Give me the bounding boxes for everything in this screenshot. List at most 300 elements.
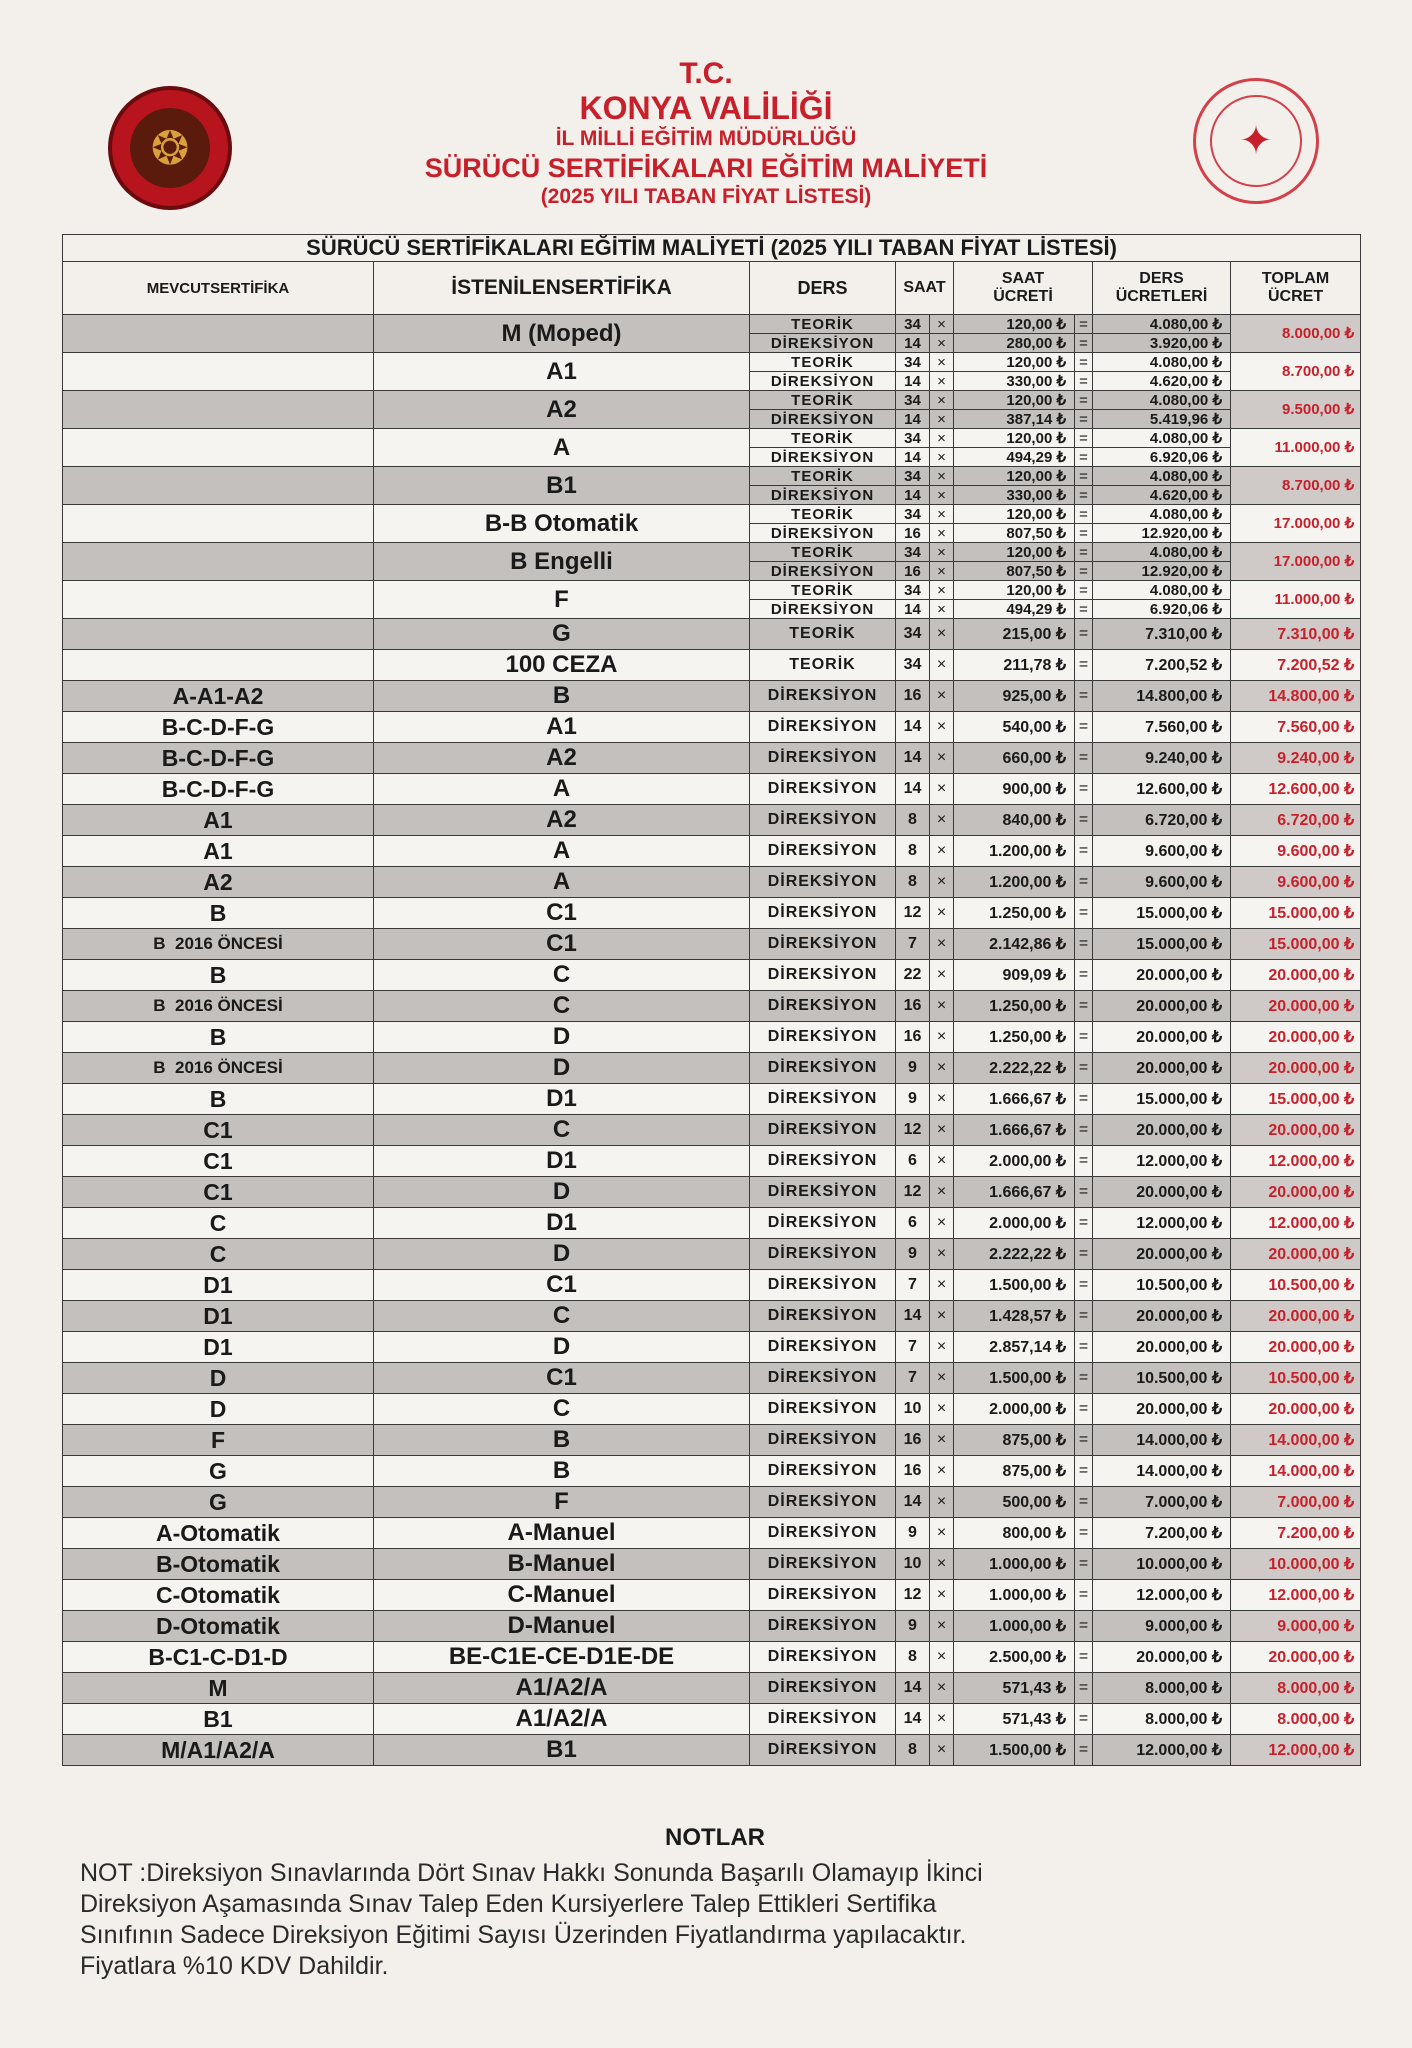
ders-cell: DİREKSİYON — [750, 1394, 896, 1425]
mevcut-cell: B — [63, 1022, 374, 1053]
ders-cell: DİREKSİYON — [750, 1146, 896, 1177]
notes-section — [80, 1824, 1350, 1982]
table-row — [63, 1611, 1361, 1642]
saat-cell: 14 — [896, 774, 930, 805]
saat-ucreti-cell: 330,00 ₺ — [954, 372, 1075, 391]
multiply-sign: × — [930, 448, 954, 467]
istenilen-cell: A1 — [374, 712, 750, 743]
saat-ucreti-cell: 1.250,00 ₺ — [954, 1022, 1075, 1053]
istenilen-cell: A1/A2/A — [374, 1704, 750, 1735]
multiply-sign: × — [930, 562, 954, 581]
multiply-sign: × — [930, 1115, 954, 1146]
ders-ucretleri-cell: 6.920,06 ₺ — [1093, 448, 1231, 467]
toplam-ucret-cell: 12.000,00 ₺ — [1231, 1208, 1361, 1239]
mevcut-cell: C — [63, 1208, 374, 1239]
ders-cell: DİREKSİYON — [750, 1270, 896, 1301]
table-row — [63, 1704, 1361, 1735]
multiply-sign: × — [930, 1332, 954, 1363]
ders-ucretleri-cell: 4.620,00 ₺ — [1093, 372, 1231, 391]
multiply-sign: × — [930, 650, 954, 681]
toplam-ucret-cell: 8.000,00 ₺ — [1231, 1704, 1361, 1735]
saat-ucreti-cell: 875,00 ₺ — [954, 1425, 1075, 1456]
saat-ucreti-cell: 120,00 ₺ — [954, 391, 1075, 410]
toplam-ucret-cell: 20.000,00 ₺ — [1231, 991, 1361, 1022]
istenilen-cell: C1 — [374, 1363, 750, 1394]
equals-sign: = — [1075, 429, 1093, 448]
toplam-ucret-cell: 9.240,00 ₺ — [1231, 743, 1361, 774]
equals-sign: = — [1075, 1022, 1093, 1053]
multiply-sign: × — [930, 524, 954, 543]
mevcut-cell — [63, 429, 374, 467]
multiply-sign: × — [930, 315, 954, 334]
ders-cell: DİREKSİYON — [750, 1022, 896, 1053]
mevcut-cell: A2 — [63, 867, 374, 898]
notes-body — [80, 1858, 1350, 1982]
multiply-sign: × — [930, 1239, 954, 1270]
saat-ucreti-cell: 1.000,00 ₺ — [954, 1549, 1075, 1580]
ders-ucretleri-cell: 12.000,00 ₺ — [1093, 1146, 1231, 1177]
mevcut-cell: B 2016 ÖNCESİ — [63, 929, 374, 960]
equals-sign: = — [1075, 1518, 1093, 1549]
multiply-sign: × — [930, 1425, 954, 1456]
table-row — [63, 1394, 1361, 1425]
mevcut-cell: D1 — [63, 1270, 374, 1301]
saat-cell: 16 — [896, 1022, 930, 1053]
mevcut-cell: B — [63, 898, 374, 929]
equals-sign: = — [1075, 334, 1093, 353]
ders-cell: DİREKSİYON — [750, 1580, 896, 1611]
equals-sign: = — [1075, 353, 1093, 372]
multiply-sign: × — [930, 486, 954, 505]
saat-ucreti-cell: 540,00 ₺ — [954, 712, 1075, 743]
ders-cell: DİREKSİYON — [750, 1177, 896, 1208]
mevcut-cell — [63, 619, 374, 650]
istenilen-cell: M (Moped) — [374, 315, 750, 353]
istenilen-cell: D — [374, 1053, 750, 1084]
toplam-ucret-cell: 8.700,00 ₺ — [1231, 467, 1361, 505]
table-row — [63, 1332, 1361, 1363]
toplam-ucret-cell: 15.000,00 ₺ — [1231, 929, 1361, 960]
mevcut-cell: G — [63, 1456, 374, 1487]
ders-ucretleri-cell: 6.720,00 ₺ — [1093, 805, 1231, 836]
table-row — [63, 505, 1361, 524]
ders-cell: DİREKSİYON — [750, 712, 896, 743]
toplam-ucret-cell: 9.600,00 ₺ — [1231, 836, 1361, 867]
multiply-sign: × — [930, 1053, 954, 1084]
equals-sign: = — [1075, 1363, 1093, 1394]
saat-ucreti-cell: 571,43 ₺ — [954, 1704, 1075, 1735]
istenilen-cell: C — [374, 991, 750, 1022]
saat-ucreti-cell: 807,50 ₺ — [954, 562, 1075, 581]
multiply-sign: × — [930, 774, 954, 805]
ders-ucretleri-cell: 7.560,00 ₺ — [1093, 712, 1231, 743]
saat-cell: 14 — [896, 743, 930, 774]
multiply-sign: × — [930, 1580, 954, 1611]
ders-ucretleri-cell: 7.200,00 ₺ — [1093, 1518, 1231, 1549]
col-header-istenilen: İSTENİLENSERTİFİKA — [374, 262, 750, 315]
equals-sign: = — [1075, 1053, 1093, 1084]
ders-cell: DİREKSİYON — [750, 743, 896, 774]
saat-ucreti-cell: 2.000,00 ₺ — [954, 1146, 1075, 1177]
table-row — [63, 1518, 1361, 1549]
ders-cell: DİREKSİYON — [750, 1332, 896, 1363]
table-row — [63, 929, 1361, 960]
table-row — [63, 650, 1361, 681]
ders-cell: DİREKSİYON — [750, 1208, 896, 1239]
saat-ucreti-cell: 1.500,00 ₺ — [954, 1270, 1075, 1301]
price-table — [62, 234, 1361, 1766]
ders-cell: DİREKSİYON — [750, 1053, 896, 1084]
ders-ucretleri-cell: 14.000,00 ₺ — [1093, 1425, 1231, 1456]
notes-line: Direksiyon Aşamasında Sınav Talep Eden Kursiyerlere Talep Ettikleri Sertifika — [80, 1890, 937, 1918]
istenilen-cell: A — [374, 429, 750, 467]
table-row — [63, 991, 1361, 1022]
saat-cell: 9 — [896, 1053, 930, 1084]
toplam-ucret-cell: 6.720,00 ₺ — [1231, 805, 1361, 836]
mevcut-cell: B-Otomatik — [63, 1549, 374, 1580]
ders-ucretleri-cell: 20.000,00 ₺ — [1093, 1053, 1231, 1084]
table-row — [63, 898, 1361, 929]
multiply-sign: × — [930, 836, 954, 867]
toplam-ucret-cell: 12.000,00 ₺ — [1231, 1735, 1361, 1766]
toplam-ucret-cell: 9.500,00 ₺ — [1231, 391, 1361, 429]
multiply-sign: × — [930, 1084, 954, 1115]
table-row — [63, 1022, 1361, 1053]
saat-ucreti-cell: 494,29 ₺ — [954, 600, 1075, 619]
equals-sign: = — [1075, 681, 1093, 712]
ders-cell: TEORİK — [750, 353, 896, 372]
col-header-mevcut: MEVCUTSERTİFİKA — [63, 262, 374, 315]
table-row — [63, 1673, 1361, 1704]
ders-cell: DİREKSİYON — [750, 486, 896, 505]
saat-ucreti-cell: 120,00 ₺ — [954, 353, 1075, 372]
istenilen-cell: B — [374, 1456, 750, 1487]
equals-sign: = — [1075, 505, 1093, 524]
toplam-ucret-cell: 7.560,00 ₺ — [1231, 712, 1361, 743]
ders-cell: TEORİK — [750, 315, 896, 334]
mevcut-cell: C1 — [63, 1177, 374, 1208]
saat-cell: 7 — [896, 1270, 930, 1301]
saat-cell: 9 — [896, 1239, 930, 1270]
toplam-ucret-cell: 9.000,00 ₺ — [1231, 1611, 1361, 1642]
istenilen-cell: B-B Otomatik — [374, 505, 750, 543]
saat-ucreti-cell: 120,00 ₺ — [954, 315, 1075, 334]
ders-cell: DİREKSİYON — [750, 372, 896, 391]
saat-ucreti-cell: 387,14 ₺ — [954, 410, 1075, 429]
ders-cell: DİREKSİYON — [750, 1239, 896, 1270]
saat-cell: 10 — [896, 1394, 930, 1425]
saat-cell: 7 — [896, 1332, 930, 1363]
equals-sign: = — [1075, 600, 1093, 619]
ders-ucretleri-cell: 15.000,00 ₺ — [1093, 929, 1231, 960]
ders-cell: TEORİK — [750, 543, 896, 562]
toplam-ucret-cell: 9.600,00 ₺ — [1231, 867, 1361, 898]
table-row — [63, 1053, 1361, 1084]
equals-sign: = — [1075, 410, 1093, 429]
ders-ucretleri-cell: 4.080,00 ₺ — [1093, 391, 1231, 410]
col-header-saat-ucreti — [954, 262, 1093, 315]
equals-sign: = — [1075, 391, 1093, 410]
table-row — [63, 1084, 1361, 1115]
saat-ucreti-cell: 840,00 ₺ — [954, 805, 1075, 836]
ders-ucretleri-cell: 4.080,00 ₺ — [1093, 353, 1231, 372]
saat-ucreti-cell: 1.200,00 ₺ — [954, 867, 1075, 898]
ders-ucretleri-cell: 4.080,00 ₺ — [1093, 315, 1231, 334]
ders-ucretleri-cell: 12.000,00 ₺ — [1093, 1208, 1231, 1239]
saat-ucreti-cell: 120,00 ₺ — [954, 505, 1075, 524]
saat-ucreti-cell: 900,00 ₺ — [954, 774, 1075, 805]
saat-ucreti-cell: 2.000,00 ₺ — [954, 1208, 1075, 1239]
multiply-sign: × — [930, 743, 954, 774]
saat-cell: 8 — [896, 1735, 930, 1766]
saat-ucreti-cell: 1.500,00 ₺ — [954, 1363, 1075, 1394]
ders-cell: DİREKSİYON — [750, 1704, 896, 1735]
mevcut-cell: M/A1/A2/A — [63, 1735, 374, 1766]
header-konya-valiligi: KONYA VALİLİĞİ — [579, 90, 833, 126]
toplam-ucret-cell: 20.000,00 ₺ — [1231, 1642, 1361, 1673]
mevcut-cell: C — [63, 1239, 374, 1270]
multiply-sign: × — [930, 960, 954, 991]
ders-cell: DİREKSİYON — [750, 1115, 896, 1146]
istenilen-cell: D — [374, 1022, 750, 1053]
ders-ucretleri-cell: 20.000,00 ₺ — [1093, 1332, 1231, 1363]
table-row — [63, 543, 1361, 562]
saat-cell: 34 — [896, 581, 930, 600]
ders-cell: TEORİK — [750, 391, 896, 410]
ders-cell: DİREKSİYON — [750, 448, 896, 467]
ders-cell: DİREKSİYON — [750, 600, 896, 619]
equals-sign: = — [1075, 315, 1093, 334]
ders-ucretleri-cell: 7.200,52 ₺ — [1093, 650, 1231, 681]
multiply-sign: × — [930, 898, 954, 929]
toplam-ucret-cell: 11.000,00 ₺ — [1231, 429, 1361, 467]
ders-ucretleri-cell: 20.000,00 ₺ — [1093, 1022, 1231, 1053]
ders-ucretleri-cell: 20.000,00 ₺ — [1093, 1177, 1231, 1208]
istenilen-cell: A1 — [374, 353, 750, 391]
saat-ucreti-cell: 2.222,22 ₺ — [954, 1053, 1075, 1084]
saat-ucreti-cell: 280,00 ₺ — [954, 334, 1075, 353]
saat-ucreti-cell: 1.500,00 ₺ — [954, 1735, 1075, 1766]
table-row — [63, 1270, 1361, 1301]
toplam-ucret-cell: 17.000,00 ₺ — [1231, 543, 1361, 581]
saat-cell: 8 — [896, 1642, 930, 1673]
saat-cell: 16 — [896, 562, 930, 581]
ders-cell: TEORİK — [750, 619, 896, 650]
istenilen-cell: A — [374, 867, 750, 898]
ders-ucretleri-cell: 20.000,00 ₺ — [1093, 1394, 1231, 1425]
saat-cell: 34 — [896, 619, 930, 650]
ders-ucretleri-cell: 8.000,00 ₺ — [1093, 1673, 1231, 1704]
table-row — [63, 353, 1361, 372]
toplam-ucret-cell: 15.000,00 ₺ — [1231, 898, 1361, 929]
saat-cell: 14 — [896, 334, 930, 353]
multiply-sign: × — [930, 600, 954, 619]
istenilen-cell: B1 — [374, 467, 750, 505]
notes-line: Sınıfının Sadece Direksiyon Eğitimi Sayısı Üzerinden Fiyatlandırma yapılacaktır. — [80, 1921, 967, 1949]
saat-cell: 14 — [896, 372, 930, 391]
document-header — [0, 58, 1412, 210]
mevcut-cell — [63, 467, 374, 505]
ders-cell: DİREKSİYON — [750, 1301, 896, 1332]
header-subject: SÜRÜCÜ SERTİFİKALARI EĞİTİM MALİYETİ — [424, 153, 988, 183]
saat-ucreti-cell: 494,29 ₺ — [954, 448, 1075, 467]
mevcut-cell: D1 — [63, 1301, 374, 1332]
equals-sign: = — [1075, 1487, 1093, 1518]
saat-cell: 16 — [896, 1425, 930, 1456]
ders-ucretleri-cell: 4.080,00 ₺ — [1093, 429, 1231, 448]
table-row — [63, 960, 1361, 991]
table-row — [63, 1363, 1361, 1394]
ders-cell: DİREKSİYON — [750, 805, 896, 836]
saat-cell: 12 — [896, 1115, 930, 1146]
table-row — [63, 805, 1361, 836]
equals-sign: = — [1075, 1239, 1093, 1270]
table-row — [63, 836, 1361, 867]
equals-sign: = — [1075, 1146, 1093, 1177]
header-mem: İL MİLLİ EĞİTİM MÜDÜRLÜĞÜ — [555, 127, 857, 150]
multiply-sign: × — [930, 1146, 954, 1177]
saat-cell: 12 — [896, 898, 930, 929]
ders-cell: DİREKSİYON — [750, 681, 896, 712]
ders-ucretleri-cell: 12.000,00 ₺ — [1093, 1735, 1231, 1766]
istenilen-cell: C-Manuel — [374, 1580, 750, 1611]
ders-ucretleri-cell: 10.500,00 ₺ — [1093, 1270, 1231, 1301]
saat-ucreti-cell: 120,00 ₺ — [954, 467, 1075, 486]
ders-cell: DİREKSİYON — [750, 1363, 896, 1394]
saat-ucreti-cell: 909,09 ₺ — [954, 960, 1075, 991]
istenilen-cell: A2 — [374, 391, 750, 429]
equals-sign: = — [1075, 1177, 1093, 1208]
saat-cell: 14 — [896, 1301, 930, 1332]
table-row — [63, 1115, 1361, 1146]
ders-ucretleri-cell: 4.620,00 ₺ — [1093, 486, 1231, 505]
equals-sign: = — [1075, 1394, 1093, 1425]
notes-title: NOTLAR — [665, 1824, 765, 1851]
mevcut-cell: D — [63, 1363, 374, 1394]
ders-cell: TEORİK — [750, 581, 896, 600]
toplam-ucret-cell: 20.000,00 ₺ — [1231, 1239, 1361, 1270]
saat-cell: 34 — [896, 505, 930, 524]
ders-cell: DİREKSİYON — [750, 334, 896, 353]
ders-ucretleri-cell: 15.000,00 ₺ — [1093, 898, 1231, 929]
multiply-sign: × — [930, 505, 954, 524]
ders-cell: DİREKSİYON — [750, 1642, 896, 1673]
mevcut-cell — [63, 505, 374, 543]
toplam-ucret-cell: 14.000,00 ₺ — [1231, 1425, 1361, 1456]
multiply-sign: × — [930, 1704, 954, 1735]
saat-cell: 14 — [896, 448, 930, 467]
istenilen-cell: D1 — [374, 1208, 750, 1239]
mevcut-cell: B 2016 ÖNCESİ — [63, 1053, 374, 1084]
toplam-line2: ÜCRET — [1268, 288, 1324, 305]
saat-ucreti-cell: 807,50 ₺ — [954, 524, 1075, 543]
toplam-line1: TOPLAM — [1261, 270, 1330, 287]
eagle-icon: ❂ — [150, 122, 190, 174]
equals-sign: = — [1075, 1425, 1093, 1456]
equals-sign: = — [1075, 1084, 1093, 1115]
mevcut-cell — [63, 543, 374, 581]
saat-ucreti-cell: 1.000,00 ₺ — [954, 1611, 1075, 1642]
saat-ucreti-cell: 1.000,00 ₺ — [954, 1580, 1075, 1611]
toplam-ucret-cell: 20.000,00 ₺ — [1231, 960, 1361, 991]
ders-ucretleri-cell: 4.080,00 ₺ — [1093, 581, 1231, 600]
equals-sign: = — [1075, 1580, 1093, 1611]
ders-cell: DİREKSİYON — [750, 1456, 896, 1487]
saat-cell: 14 — [896, 600, 930, 619]
istenilen-cell: G — [374, 619, 750, 650]
col-header-ders-ucretleri — [1093, 262, 1231, 315]
saat-cell: 16 — [896, 681, 930, 712]
multiply-sign: × — [930, 619, 954, 650]
multiply-sign: × — [930, 334, 954, 353]
equals-sign: = — [1075, 1704, 1093, 1735]
mevcut-cell — [63, 353, 374, 391]
toplam-ucret-cell: 15.000,00 ₺ — [1231, 1084, 1361, 1115]
istenilen-cell: F — [374, 1487, 750, 1518]
equals-sign: = — [1075, 805, 1093, 836]
multiply-sign: × — [930, 429, 954, 448]
mevcut-cell: B-C-D-F-G — [63, 743, 374, 774]
toplam-ucret-cell: 20.000,00 ₺ — [1231, 1394, 1361, 1425]
toplam-ucret-cell: 11.000,00 ₺ — [1231, 581, 1361, 619]
equals-sign: = — [1075, 991, 1093, 1022]
equals-sign: = — [1075, 581, 1093, 600]
multiply-sign: × — [930, 991, 954, 1022]
saat-ucreti-cell: 1.428,57 ₺ — [954, 1301, 1075, 1332]
saat-ucreti-cell: 211,78 ₺ — [954, 650, 1075, 681]
ders-cell: DİREKSİYON — [750, 898, 896, 929]
table-row — [63, 1487, 1361, 1518]
table-row — [63, 1301, 1361, 1332]
saat-cell: 6 — [896, 1146, 930, 1177]
istenilen-cell: B Engelli — [374, 543, 750, 581]
saat-ucreti-cell: 660,00 ₺ — [954, 743, 1075, 774]
multiply-sign: × — [930, 391, 954, 410]
saat-cell: 14 — [896, 486, 930, 505]
saat-cell: 34 — [896, 543, 930, 562]
torch-icon: ✦ — [1239, 119, 1273, 163]
equals-sign: = — [1075, 1270, 1093, 1301]
ders-cell: DİREKSİYON — [750, 774, 896, 805]
table-row — [63, 315, 1361, 334]
ders-ucretleri-cell: 4.080,00 ₺ — [1093, 505, 1231, 524]
ders-ucretleri-cell: 4.080,00 ₺ — [1093, 543, 1231, 562]
notes-line: Fiyatlara %10 KDV Dahildir. — [80, 1952, 389, 1980]
istenilen-cell: C — [374, 1115, 750, 1146]
saat-cell: 16 — [896, 1456, 930, 1487]
ders-ucretleri-cell: 5.419,96 ₺ — [1093, 410, 1231, 429]
mevcut-cell: B — [63, 960, 374, 991]
saat-ucreti-cell: 1.200,00 ₺ — [954, 836, 1075, 867]
istenilen-cell: D1 — [374, 1084, 750, 1115]
multiply-sign: × — [930, 1022, 954, 1053]
ders-cell: DİREKSİYON — [750, 410, 896, 429]
table-row — [63, 1456, 1361, 1487]
table-row — [63, 1549, 1361, 1580]
table-row — [63, 1208, 1361, 1239]
multiply-sign: × — [930, 1363, 954, 1394]
ders-ucretleri-line1: DERS — [1139, 270, 1184, 287]
ders-ucretleri-cell: 8.000,00 ₺ — [1093, 1704, 1231, 1735]
toplam-ucret-cell: 20.000,00 ₺ — [1231, 1022, 1361, 1053]
multiply-sign: × — [930, 353, 954, 372]
toplam-ucret-cell: 8.000,00 ₺ — [1231, 1673, 1361, 1704]
toplam-ucret-cell: 12.000,00 ₺ — [1231, 1580, 1361, 1611]
saat-ucreti-cell: 2.500,00 ₺ — [954, 1642, 1075, 1673]
equals-sign: = — [1075, 774, 1093, 805]
istenilen-cell: A1/A2/A — [374, 1673, 750, 1704]
multiply-sign: × — [930, 1735, 954, 1766]
